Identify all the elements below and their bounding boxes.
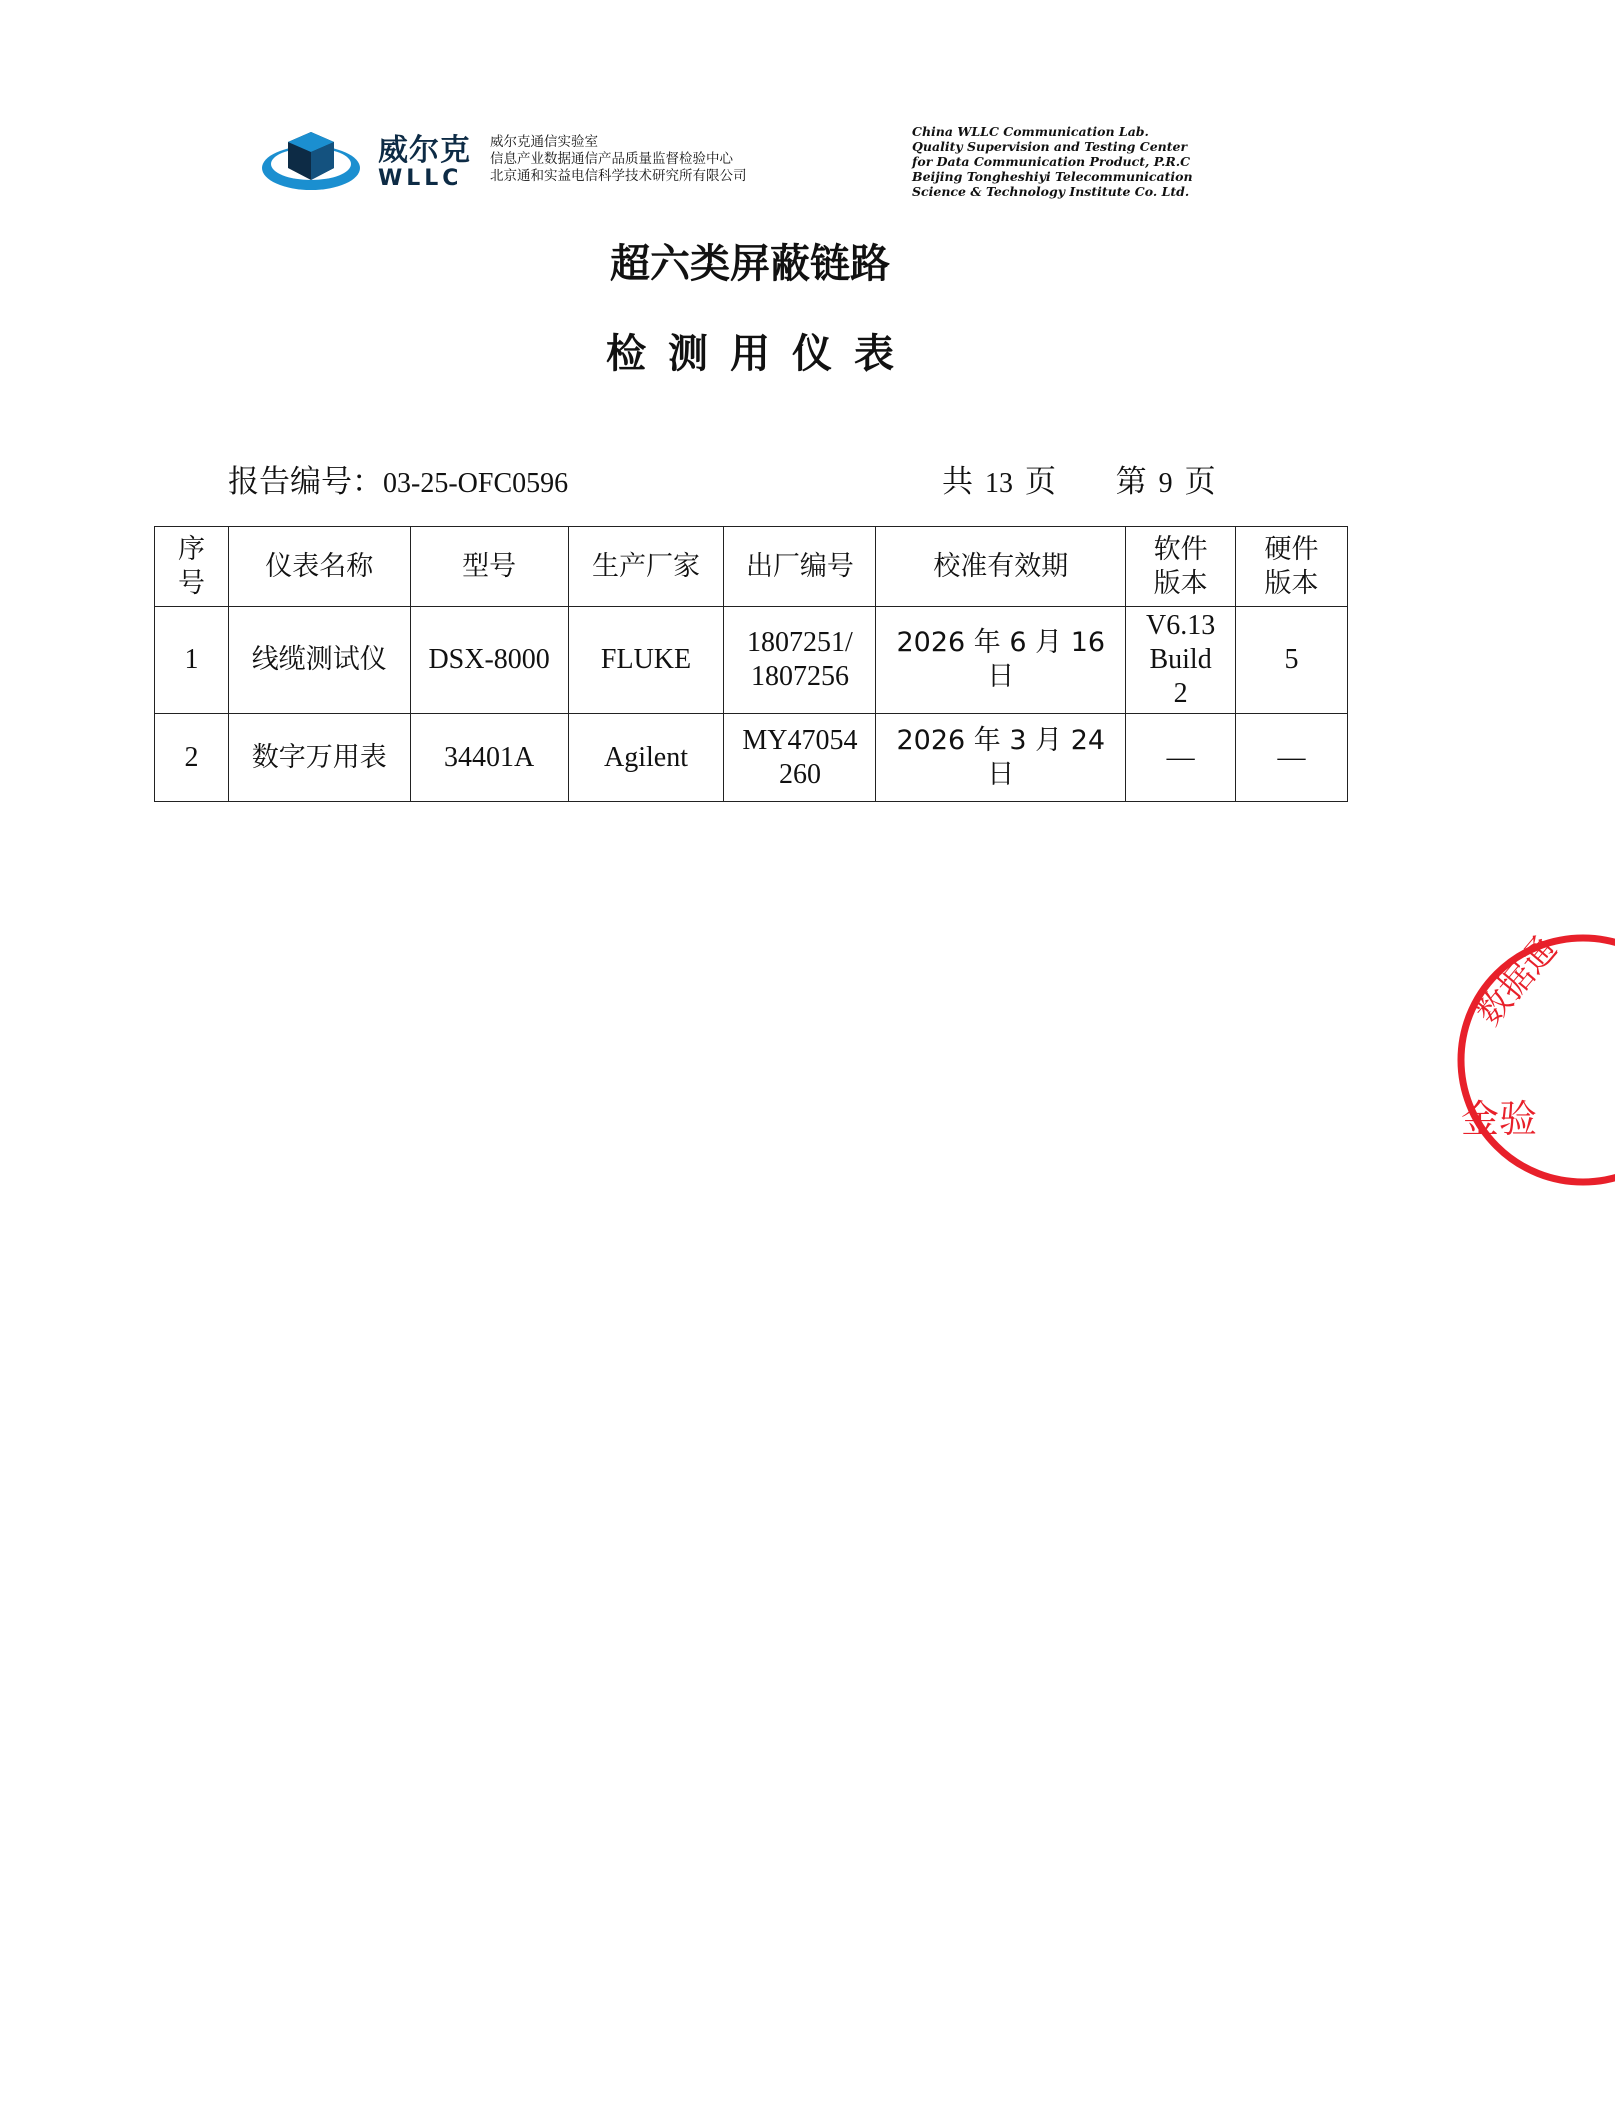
letterhead (260, 124, 1260, 204)
cell-seq: 1 (155, 607, 229, 714)
cell-software: V6.13 Build 2 (1126, 607, 1236, 714)
report-number-value: 03-25-OFC0596 (383, 468, 569, 499)
header-seq: 序 号 (155, 527, 229, 607)
cell-maker: FLUKE (568, 607, 724, 714)
cell-model: DSX-8000 (410, 607, 568, 714)
total-prefix: 共 (942, 464, 973, 500)
page-counter (936, 456, 1222, 501)
table-row (155, 714, 1348, 802)
organization-cn (490, 134, 747, 185)
instrument-table (154, 526, 1348, 802)
cell-valid: 2026 年 6 月 16 日 (876, 607, 1126, 714)
brand-block (378, 134, 471, 190)
seal-text-lower: 金验 (1461, 1097, 1538, 1141)
org-en-line: Quality Supervision and Testing Center (912, 139, 1188, 154)
page-suffix: 页 (1184, 464, 1216, 500)
official-seal-stamp (1455, 926, 1615, 1196)
cell-serial: 1807251/ 1807256 (724, 607, 876, 714)
cell-serial: MY47054 260 (724, 714, 876, 802)
org-en-line: Science & Technology Institute Co. Ltd. (912, 184, 1190, 199)
organization-en (912, 124, 1193, 199)
page-prefix: 第 (1115, 464, 1147, 500)
table-header-row (155, 527, 1348, 607)
page-number: 9 (1158, 468, 1173, 499)
total-suffix: 页 (1025, 464, 1056, 500)
header-hardware: 硬件 版本 (1236, 527, 1348, 607)
seal-text: 数据通 (1468, 929, 1566, 1034)
org-en-line: China WLLC Communication Lab. (912, 124, 1149, 139)
header-maker: 生产厂家 (568, 527, 724, 607)
cell-hardware: — (1236, 714, 1348, 802)
header-valid: 校准有效期 (876, 527, 1126, 607)
org-en-line: Beijing Tongheshiyi Telecommunication (912, 169, 1193, 184)
header-model: 型号 (410, 527, 568, 607)
report-number (228, 456, 568, 501)
cell-hardware: 5 (1236, 607, 1348, 714)
total-pages: 13 (985, 468, 1013, 499)
table-row (155, 607, 1348, 714)
org-en-line: for Data Communication Product, P.R.C (912, 154, 1191, 169)
cell-valid: 2026 年 3 月 24 日 (876, 714, 1126, 802)
cell-name: 线缆测试仪 (228, 607, 410, 714)
header-name: 仪表名称 (228, 527, 410, 607)
header-serial: 出厂编号 (724, 527, 876, 607)
org-cn-line: 北京通和实益电信科学技术研究所有限公司 (490, 168, 747, 184)
cell-name: 数字万用表 (228, 714, 410, 802)
cell-seq: 2 (155, 714, 229, 802)
report-number-label: 报告编号： (228, 464, 383, 500)
document-title: 超六类屏蔽链路 (610, 241, 890, 287)
org-cn-line: 信息产业数据通信产品质量监督检验中心 (490, 151, 733, 167)
wllc-logo-icon (260, 128, 362, 196)
document-subtitle: 检测用仪表 (606, 331, 916, 377)
brand-name-en: WLLC (378, 166, 463, 191)
cell-software: — (1126, 714, 1236, 802)
cell-model: 34401A (410, 714, 568, 802)
cell-maker: Agilent (568, 714, 724, 802)
header-software: 软件 版本 (1126, 527, 1236, 607)
org-cn-line: 威尔克通信实验室 (490, 134, 598, 150)
brand-name-cn: 威尔克 (378, 133, 471, 168)
